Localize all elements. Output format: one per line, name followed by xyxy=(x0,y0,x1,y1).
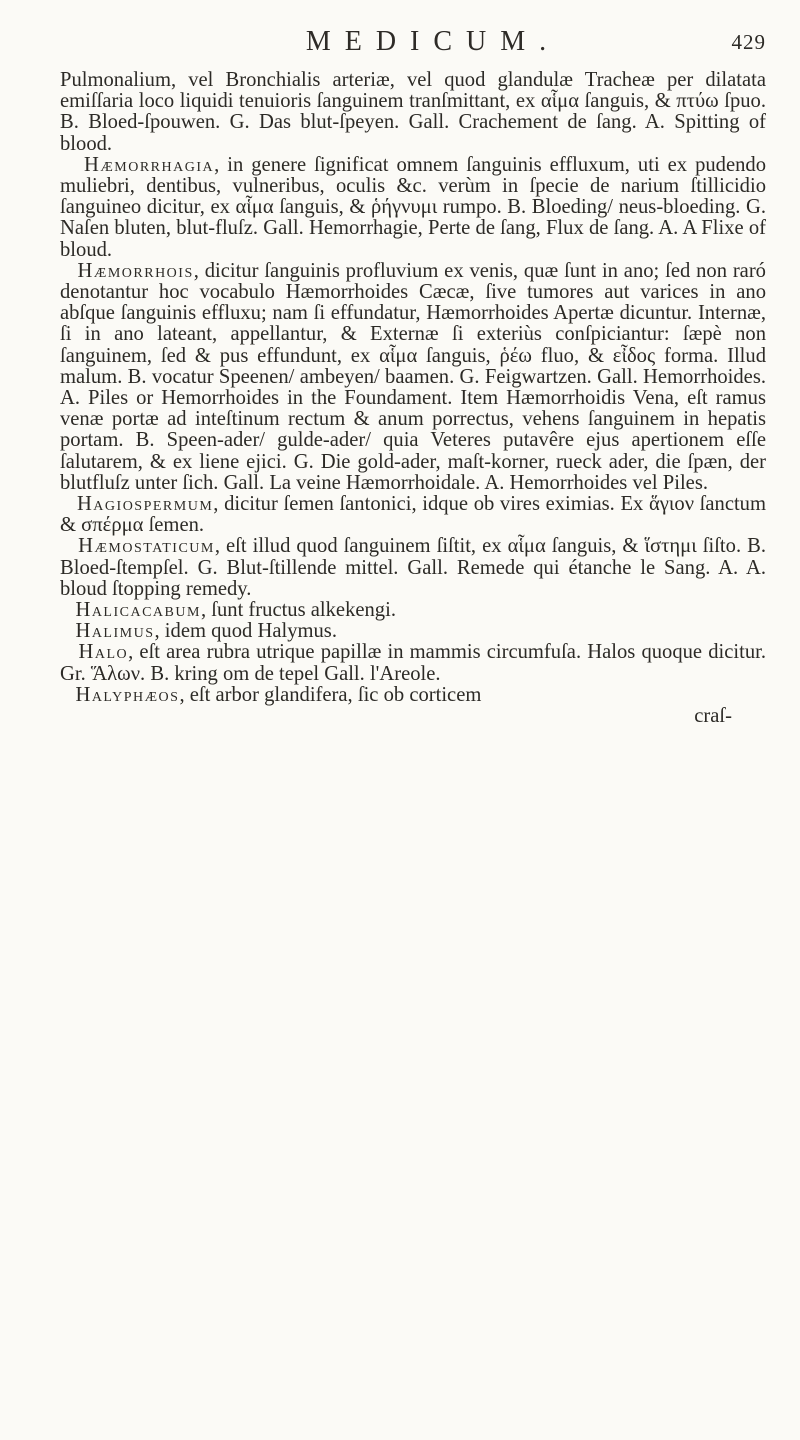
page-header xyxy=(60,22,766,70)
entry-hagiospermum xyxy=(60,494,766,536)
entry-haemorrhagia xyxy=(60,155,766,261)
entry-headword: Halimus xyxy=(75,620,155,643)
entry-headword: Hæmorrhois xyxy=(77,259,194,282)
entry-halyphaeos xyxy=(60,685,766,706)
entry-text: , eſt area rubra utrique papillæ in mammis circumfuſa. Halos quoque dicitur. Gr. Ἅλων. B. kring om de tepel Gall. l'Areole. xyxy=(60,641,766,685)
page-number: 429 xyxy=(731,30,766,54)
entry-headword: Halo xyxy=(78,641,129,664)
entry-text: Pulmonalium, vel Bronchialis arteriæ, vel quod glandulæ Tracheæ per dilatata emiſſaria loco liquidi tenuioris ſanguinem tranſmittant, ex αἷμα ſanguis, & πτύω ſpuo. B. Bloed-ſpouwen. G. Das blut-ſpeyen. Gall. Crachement de ſang. A. Spitting of blood. xyxy=(60,69,766,155)
entry-haemorrhois xyxy=(60,261,766,494)
entry-text: , in genere ſignificat omnem ſanguinis effluxum, uti ex pudendo muliebri, dentibus, vulneribus, oculis &c. verùm in ſpecie de narium ſtillicidio ſanguineo dicitur, ex αἷμα ſanguis, & ῥήγνυμι rumpo. B. Bloeding/ neus-bloeding. G. Naſen bluten, blut-fluſz. Gall. Hemorrhagie, Perte de ſang, Flux de ſang. A. A Flixe of bloud. xyxy=(60,153,766,261)
entry-halicacabum xyxy=(60,600,766,621)
entry-headword: Hæmostaticum xyxy=(78,535,215,558)
entry-text: , dicitur ſemen ſantonici, idque ob vires eximias. Ex ἅγιον ſanctum & σπέρμα ſemen. xyxy=(60,493,766,537)
entry-headword: Hæmorrhagia xyxy=(83,153,215,176)
entry-text: , eſt arbor glandifera, ſic ob corticem xyxy=(179,683,482,706)
dictionary-body xyxy=(60,70,766,727)
entry-continuation xyxy=(60,70,766,155)
entry-text: , idem quod Halymus. xyxy=(154,620,337,643)
entry-headword: Hagiospermum xyxy=(76,493,214,516)
entry-text: , ſunt fructus alkekengi. xyxy=(200,599,396,622)
entry-headword: Halyphæos xyxy=(75,683,180,706)
catchword: craſ- xyxy=(694,705,732,728)
running-head: MEDICUM. xyxy=(305,26,561,57)
entry-halo xyxy=(60,642,766,684)
entry-text: , dicitur ſanguinis profluvium ex venis, quæ ſunt in ano; ſed non raró denotantur hoc vocabulo Hæmorrhoides Cæcæ, ſive tumores aut varices in ano abſque ſanguinis effluxu; nam ſi effundatur, Hæmorrhoides Apertæ dicuntur. Internæ, ſi in ano lateant, appellantur, & Externæ ſi exteriùs conſpiciantur: ſæpè non ſanguinem, ſed & pus effundunt, ex αἷμα ſanguis, ῥέω fluo, & εἶδος forma. Illud malum. B. vocatur Speenen/ ambeyen/ baamen. G. Feigwartzen. Gall. Hemorrhoides. A. Piles or Hemorrhoides in the Foundament. Item Hæmorrhoidis Vena, eſt ramus venæ portæ ad inteſtinum rectum & anum porrectus, vehens ſanguinem in hepatis portam. B. Speen-ader/ gulde-ader/ quia Veteres putavêre ejus apertionem eſſe ſalutarem, & ex liene ejici. G. Die gold-ader, maſt-korner, rueck ader, die ſpæn, der blutfluſz unter ſich. Gall. La veine Hæmorrhoidale. A. Hemorrhoides vel Piles. xyxy=(60,259,766,494)
entry-halimus xyxy=(60,621,766,642)
entry-headword: Halicacabum xyxy=(75,599,201,622)
entry-haemostaticum xyxy=(60,536,766,600)
entry-text: , eſt illud quod ſanguinem ſiſtit, ex αἷμα ſanguis, & ἵστημι ſiſto. B. Bloed-ſtempſel. G. Blut-ſtillende mittel. Gall. Remede qui étanche le Sang. A. A. bloud ſtopping remedy. xyxy=(60,535,767,600)
